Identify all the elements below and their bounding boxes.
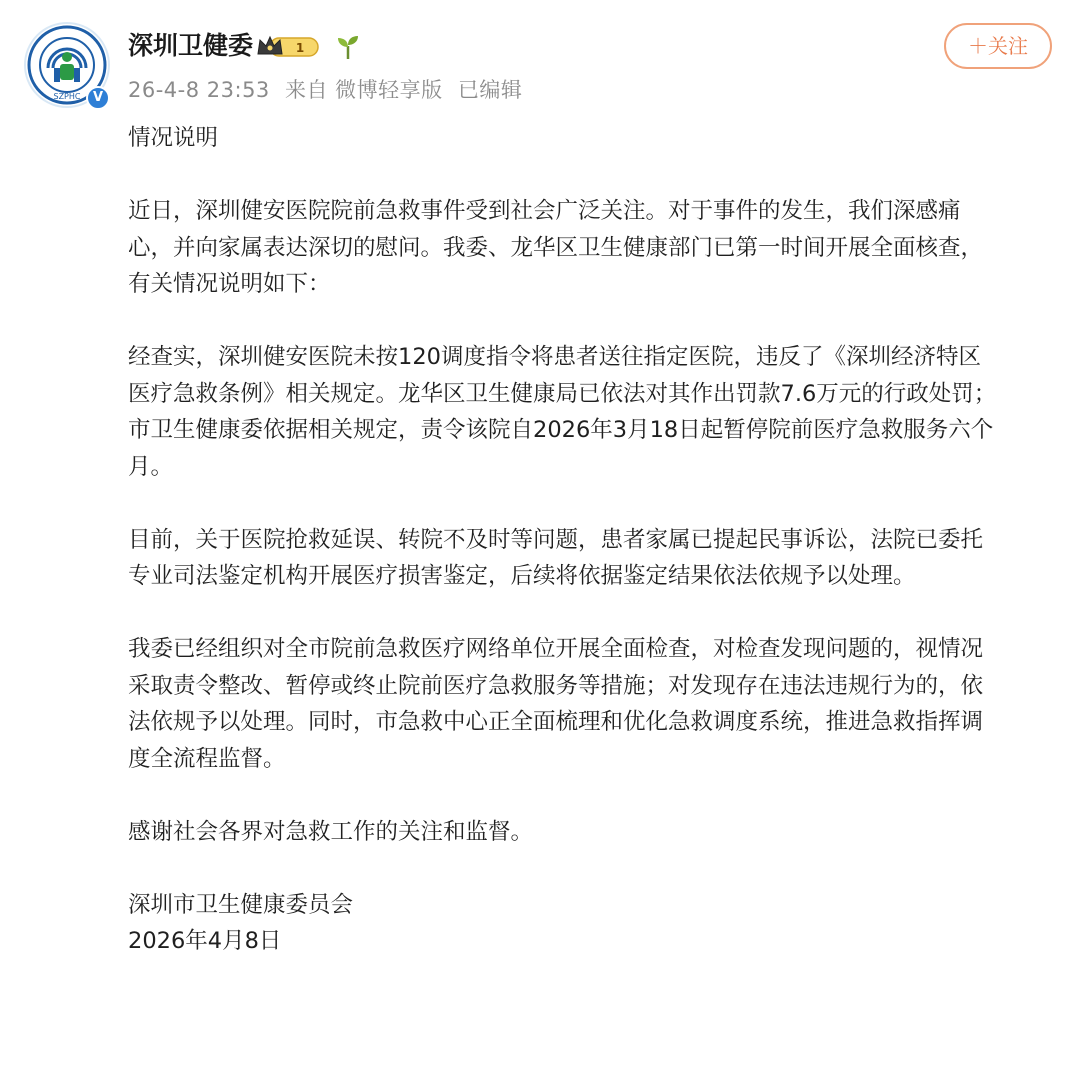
paragraph-2-line-1: 经查实，深圳健安医院未按120调度指令将患者送往指定医院，违反了《深圳经济特区 [128, 344, 981, 370]
paragraph-2-line-2: 医疗急救条例》相关规定。龙华区卫生健康局已依法对其作出罚款7.6万元的行政处罚； [128, 380, 997, 407]
paragraph-4-line-4: 度全流程监督。 [128, 745, 286, 772]
signature-date: 2026年4月8日 [128, 928, 282, 954]
post-source[interactable]: 来自 微博轻享版 [284, 78, 443, 102]
edited-label[interactable]: 已编辑 [457, 78, 523, 102]
crown-vip-icon[interactable] [256, 34, 320, 60]
svg-text:SZPHC: SZPHC [53, 92, 81, 101]
signature: 深圳市卫生健康委员会 [128, 891, 354, 918]
paragraph-1-line-1: 近日，深圳健安医院院前急救事件受到社会广泛关注。对于事件的发生，我们深感痛 [128, 198, 961, 224]
post-content [128, 120, 1058, 960]
sprout-icon [334, 33, 362, 61]
account-name[interactable]: 深圳卫健委 [128, 31, 254, 60]
paragraph-4-line-1: 我委已经组织对全市院前急救医疗网络单位开展全面检查，对检查发现问题的，视情况 [128, 636, 984, 662]
verified-v-icon: V [86, 86, 110, 110]
paragraph-5: 感谢社会各界对急救工作的关注和监督。 [128, 818, 534, 845]
paragraph-1-line-3: 有关情况说明如下： [128, 271, 331, 297]
paragraph-3-line-1: 目前，关于医院抢救延误、转院不及时等问题，患者家属已提起民事诉讼，法院已委托 [128, 526, 984, 553]
post-time: 26-4-8 23:53 [128, 78, 270, 102]
paragraph-4-line-3: 法依规予以处理。同时，市急救中心正全面梳理和优化急救调度系统，推进急救指挥调 [128, 709, 984, 735]
svg-text:1: 1 [295, 41, 305, 55]
paragraph-2-line-3: 市卫生健康委依据相关规定，责令该院自2026年3月18日起暂停院前医疗急救服务六个 [128, 417, 994, 443]
paragraph-2-line-4: 月。 [128, 453, 174, 480]
paragraph-4-line-2: 采取责令整改、暂停或终止院前医疗急救服务等措施；对发现存在违法违规行为的，依 [128, 672, 984, 699]
paragraph-3-line-2: 专业司法鉴定机构开展医疗损害鉴定，后续将依据鉴定结果依法依规予以处理。 [128, 563, 916, 589]
post-title: 情况说明 [128, 125, 219, 151]
follow-button[interactable]: ＋关注 [944, 23, 1052, 69]
post-meta [128, 74, 530, 106]
paragraph-1-line-2: 心，并向家属表达深切的慰问。我委、龙华区卫生健康部门已第一时间开展全面核查， [128, 234, 984, 261]
